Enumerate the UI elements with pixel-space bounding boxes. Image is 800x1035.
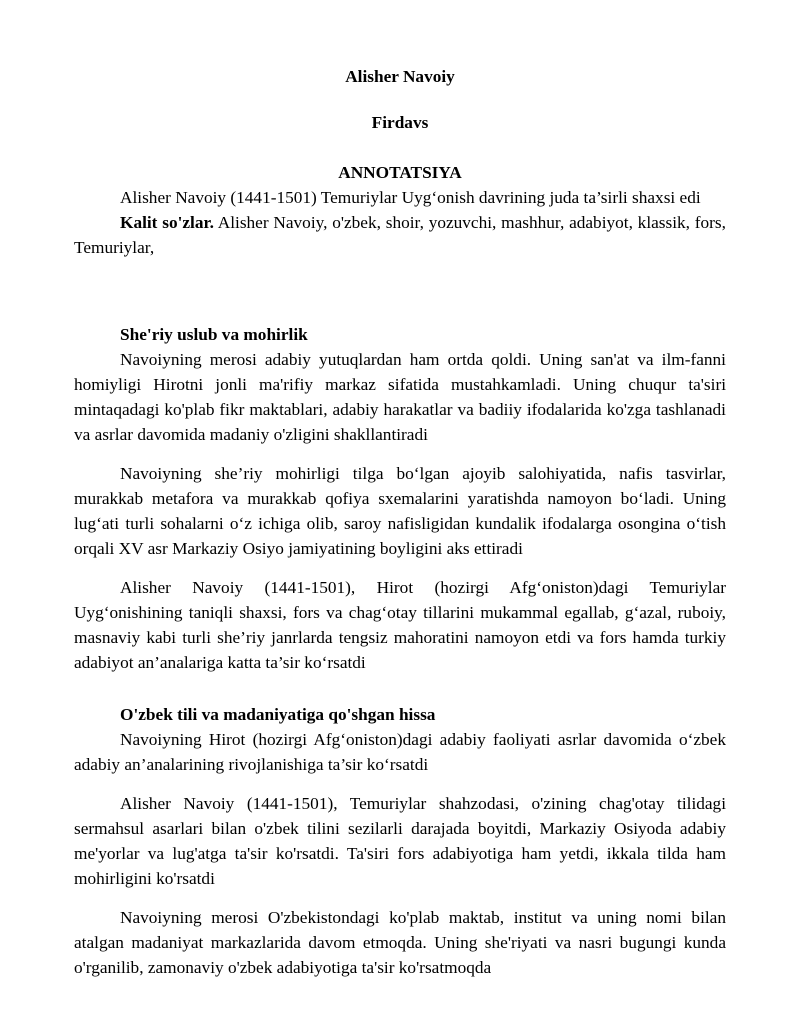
- work-title: Firdavs: [371, 113, 429, 132]
- body-paragraph: Navoiyning merosi adabiy yutuqlardan ham ortda qoldi. Uning san'at va ilm-fanni homiyligi Hirotni jonli ma'rifiy markaz sifatida mustahkamladi. Uning chuqur ta'siri mintaqadagi ko'plab fikr maktablari, adabiy harakatlar va badiiy ifodalarida ko'zga tashlanadi va asrlar davomida madaniy o'zligini shakllantiradi: [74, 350, 726, 444]
- annotation-paragraph: Alisher Navoiy (1441-1501) Temuriylar Uyg‘onish davrining juda ta’sirli shaxsi edi: [120, 188, 701, 207]
- body-paragraph: Alisher Navoiy (1441-1501), Temuriylar shahzodasi, o'zining chag'otay tilidagi sermahsul asarlari bilan o'zbek tilini sezilarli darajada boyitdi, Markaziy Osiyoda adabiy me'yorlar va lug'atga ta'sir ko'rsatdi. Ta'siri fors adabiyotiga ham yetdi, ikkala tilda ham mohirligini ko'rsatdi: [74, 794, 726, 888]
- body-paragraph: Navoiyning she’riy mohirligi tilga bo‘lgan ajoyib salohiyatida, nafis tasvirlar, murakkab metafora va murakkab qofiya sxemalarini yaratishda namoyon bo‘ladi. Uning lug‘ati turli sohalarni o‘z ichiga olib, saroy nafisligidan kundalik ifodalarga osongina o‘tish orqali XV asr Markaziy Osiyo jamiyatining boyligini aks ettiradi: [74, 464, 726, 558]
- keywords-label: Kalit so'zlar.: [120, 213, 214, 232]
- annotation-heading: ANNOTATSIYA: [338, 163, 462, 182]
- body-paragraph: Navoiyning Hirot (hozirgi Afg‘oniston)dagi adabiy faoliyati asrlar davomida o‘zbek adabiy an’analarining rivojlanishiga ta’sir ko‘rsatdi: [74, 730, 726, 774]
- section-heading: O'zbek tili va madaniyatiga qo'shgan hissa: [120, 705, 436, 724]
- author-name: Alisher Navoiy: [345, 67, 455, 86]
- section-heading: She'riy uslub va mohirlik: [120, 325, 308, 344]
- body-paragraph: Navoiyning merosi O'zbekistondagi ko'plab maktab, institut va uning nomi bilan atalgan madaniyat markazlarida davom etmoqda. Uning she'riyati va nasri bugungi kunda o'rganilib, zamonaviy o'zbek adabiyotiga ta'sir ko'rsatmoqda: [74, 908, 726, 977]
- keywords-paragraph: [74, 210, 726, 260]
- body-paragraph: Alisher Navoiy (1441-1501), Hirot (hozirgi Afg‘oniston)dagi Temuriylar Uyg‘onishining taniqli shaxsi, fors va chag‘otay tillarini mukammal egallab, g‘azal, ruboiy, masnaviy kabi turli she’riy janrlarda tengsiz mahoratini namoyon etdi va fors hamda turkiy adabiyot an’analariga katta ta’sir ko‘rsatdi: [74, 578, 726, 672]
- document-page: [74, 0, 726, 980]
- keywords-text: Alisher Navoiy, o'zbek, shoir, yozuvchi, mashhur, adabiyot, klassik, fors, Temuriylar,: [74, 213, 726, 257]
